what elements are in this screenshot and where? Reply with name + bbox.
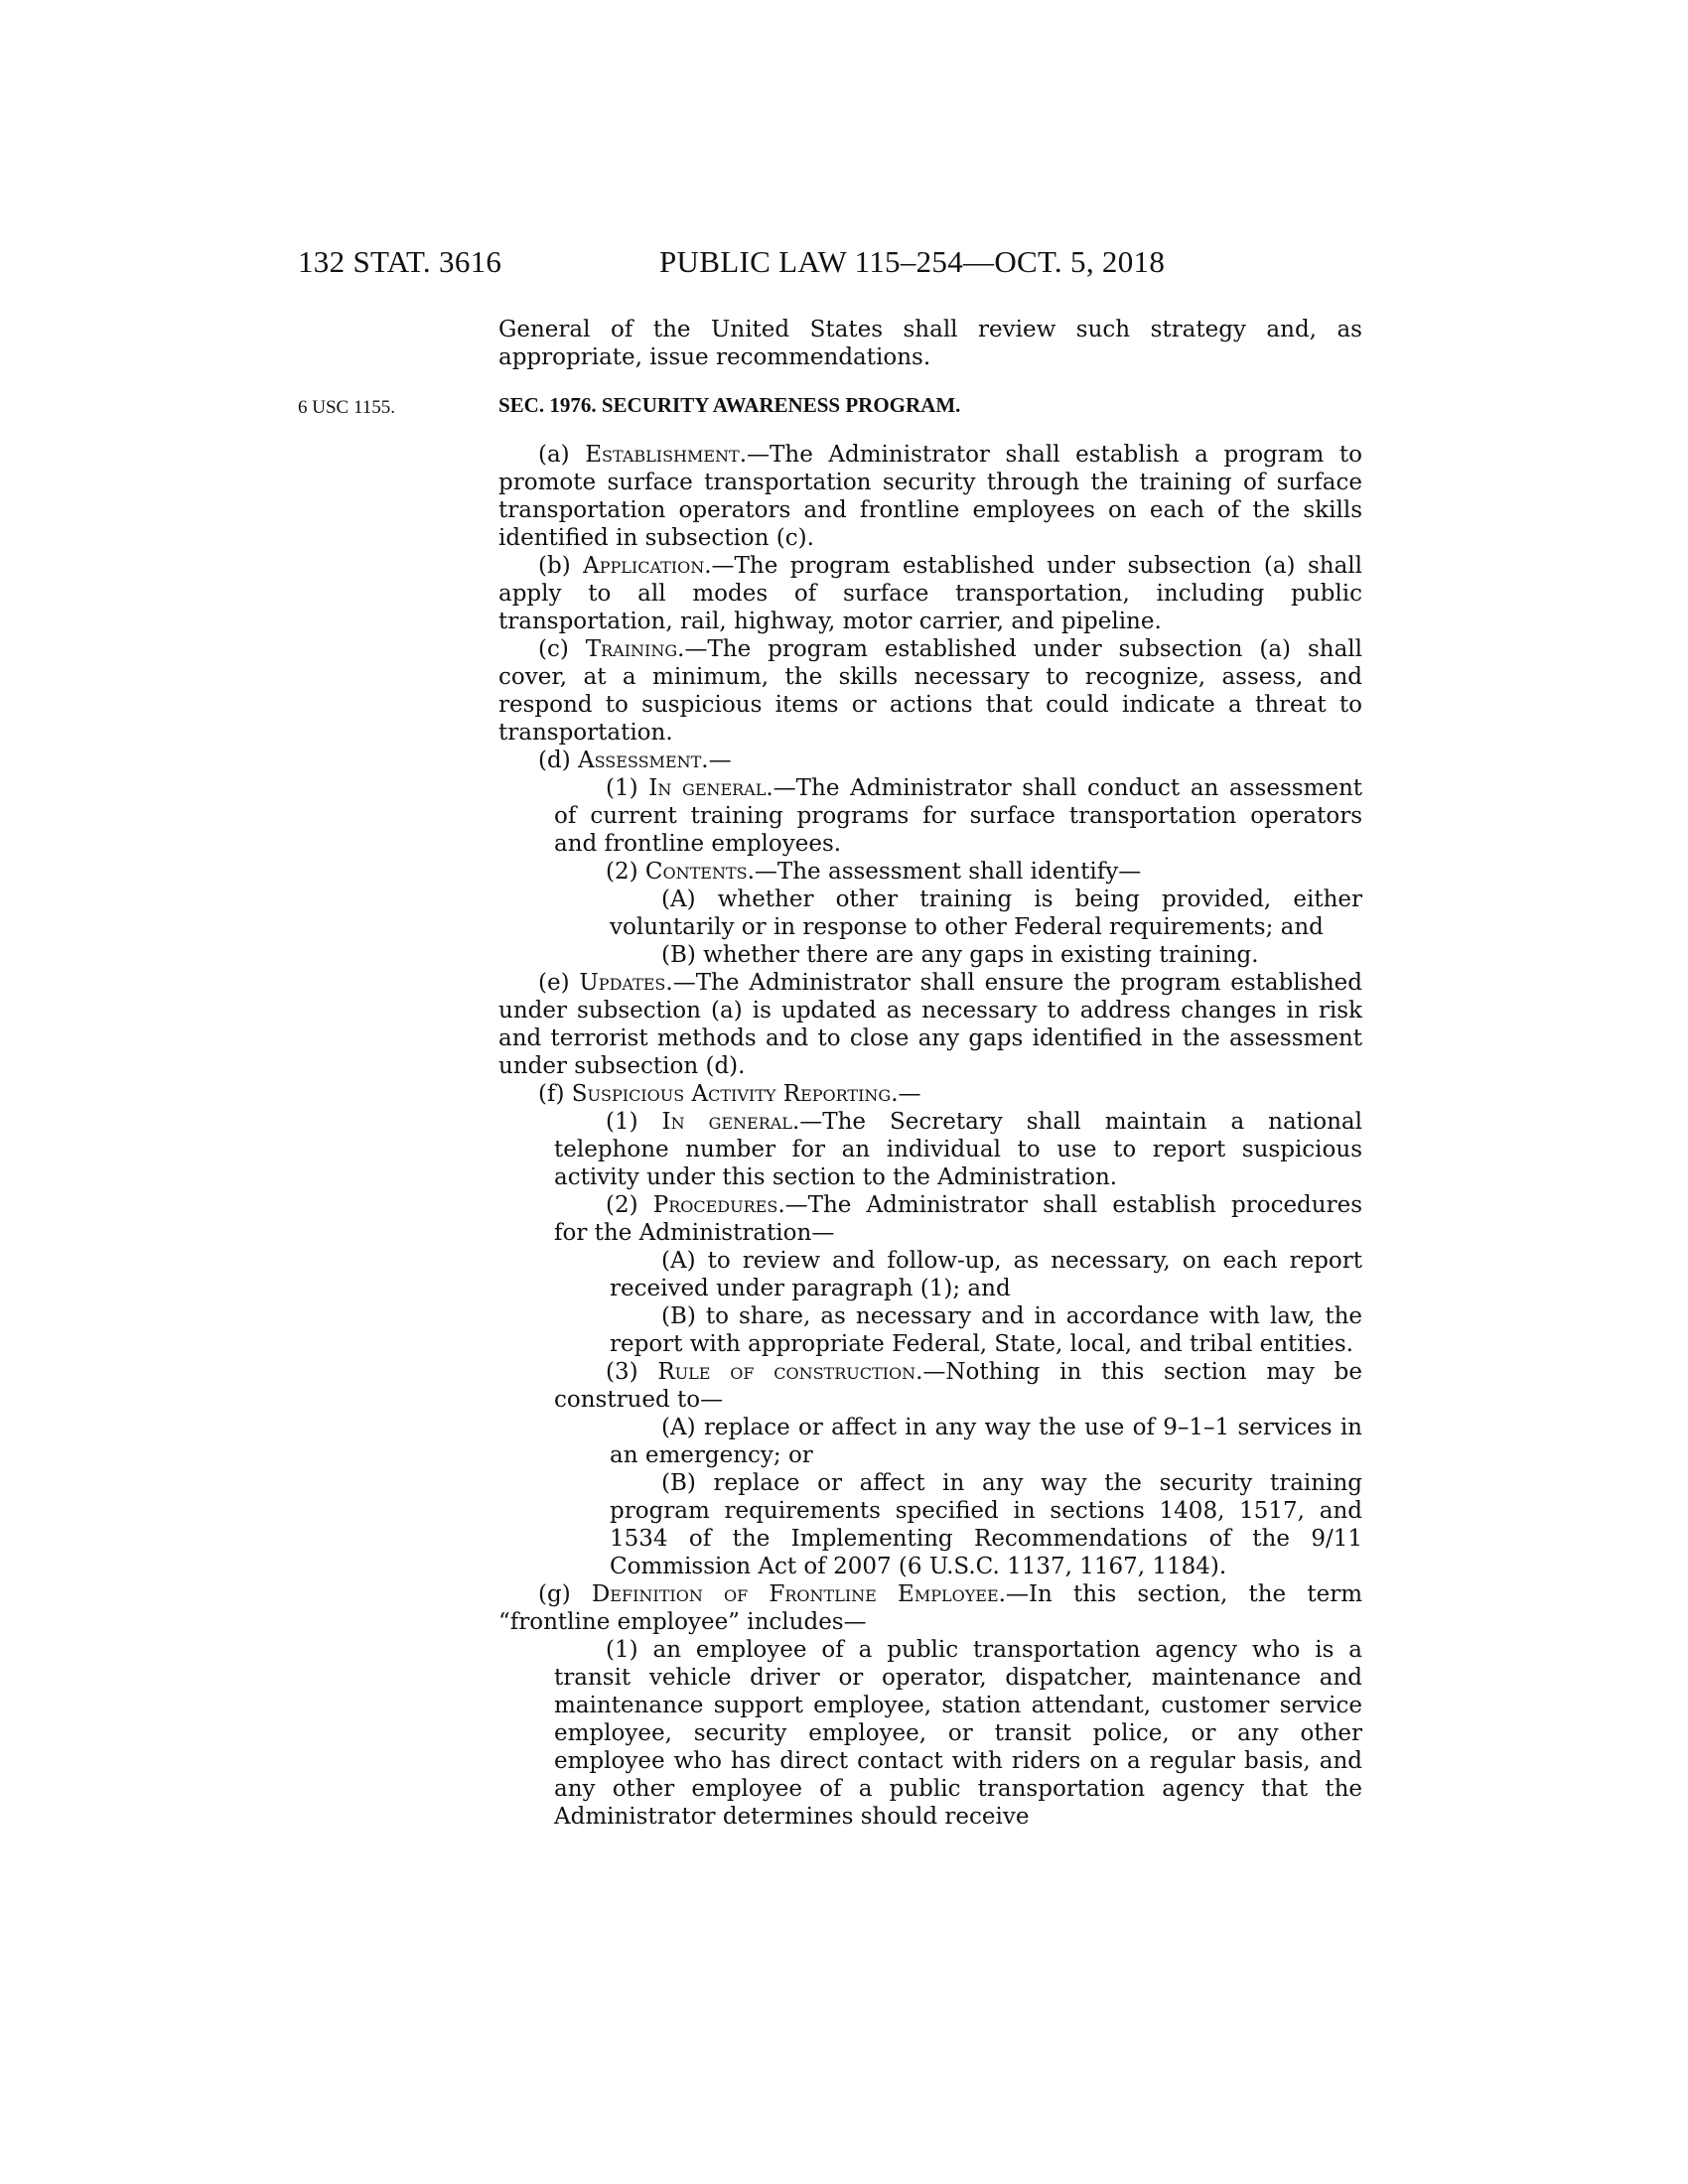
clause-f3a: (A) replace or affect in any way the use of 9–1–1 services in an emergency; or [610,1415,1362,1468]
subsection-a: (a) Establishment.—The Administrator shall establish a program to promote surface transportation security through the training of surface transportation operators and frontline employees on each of the skills identified in subsection (c). [498,442,1362,551]
usc-margin-note: 6 USC 1155. [298,397,396,418]
subsection-f: (f) Suspicious Activity Reporting.— [538,1081,921,1107]
clause-d2a: (A) whether other training is being provided, either voluntarily or in response to other Federal requirements; and [610,887,1362,940]
running-head: PUBLIC LAW 115–254—OCT. 5, 2018 [659,244,1166,279]
subsection-g: (g) Definition of Frontline Employee.—In this section, the term “frontline employee” includes— [498,1581,1362,1635]
paragraph-f3: (3) Rule of construction.—Nothing in this section may be construed to— [554,1359,1362,1413]
clause-d2b: (B) whether there are any gaps in existing training. [661,942,1259,968]
paragraph-d2: (2) Contents.—The assessment shall identify— [606,859,1142,885]
paragraph-f1: (1) In general.—The Secretary shall maintain a national telephone number for an individual to use to report suspicious activity under this section to the Administration. [554,1109,1362,1190]
paragraph-continued: General of the United States shall review such strategy and, as appropriate, issue recommendations. [498,317,1362,370]
section-heading: SEC. 1976. SECURITY AWARENESS PROGRAM. [498,393,961,417]
paragraph-g1: (1) an employee of a public transportation agency who is a transit vehicle driver or operator, dispatcher, maintenance and maintenance support employee, station attendant, customer service employee, security employee, or transit police, or any other employee who has direct contact with riders on a regular basis, and any other employee of a public transportation agency that the Administrator determines should receive [554,1637,1362,1830]
clause-f2a: (A) to review and follow-up, as necessary, on each report received under paragraph (1); and [610,1248,1362,1301]
subsection-d: (d) Assessment.— [538,748,732,773]
clause-f3b: (B) replace or affect in any way the security training program requirements specified in sections 1408, 1517, and 1534 of the Implementing Recommendations of the 9/11 Commission Act of 2007 (6 U.S.C. 1137, 1167, 1184). [610,1470,1362,1579]
subsection-e: (e) Updates.—The Administrator shall ensure the program established under subsection (a) is updated as necessary to address changes in risk and terrorist methods and to close any gaps identified in the assessment under subsection (d). [498,970,1362,1079]
paragraph-d1: (1) In general.—The Administrator shall conduct an assessment of current training programs for surface transportation operators and frontline employees. [554,775,1363,857]
subsection-c: (c) Training.—The program established under subsection (a) shall cover, at a minimum, the skills necessary to recognize, assess, and respond to suspicious items or actions that could indicate a threat to transportation. [498,636,1362,746]
paragraph-f2: (2) Procedures.—The Administrator shall establish procedures for the Administration— [554,1192,1363,1246]
subsection-b: (b) Application.—The program established under subsection (a) shall apply to all modes of surface transportation, including public transportation, rail, highway, motor carrier, and pipeline. [498,553,1362,634]
page-citation: 132 STAT. 3616 [298,244,502,279]
statute-body [498,316,1362,1831]
clause-f2b: (B) to share, as necessary and in accordance with law, the report with appropriate Federal, State, local, and tribal entities. [610,1303,1362,1357]
